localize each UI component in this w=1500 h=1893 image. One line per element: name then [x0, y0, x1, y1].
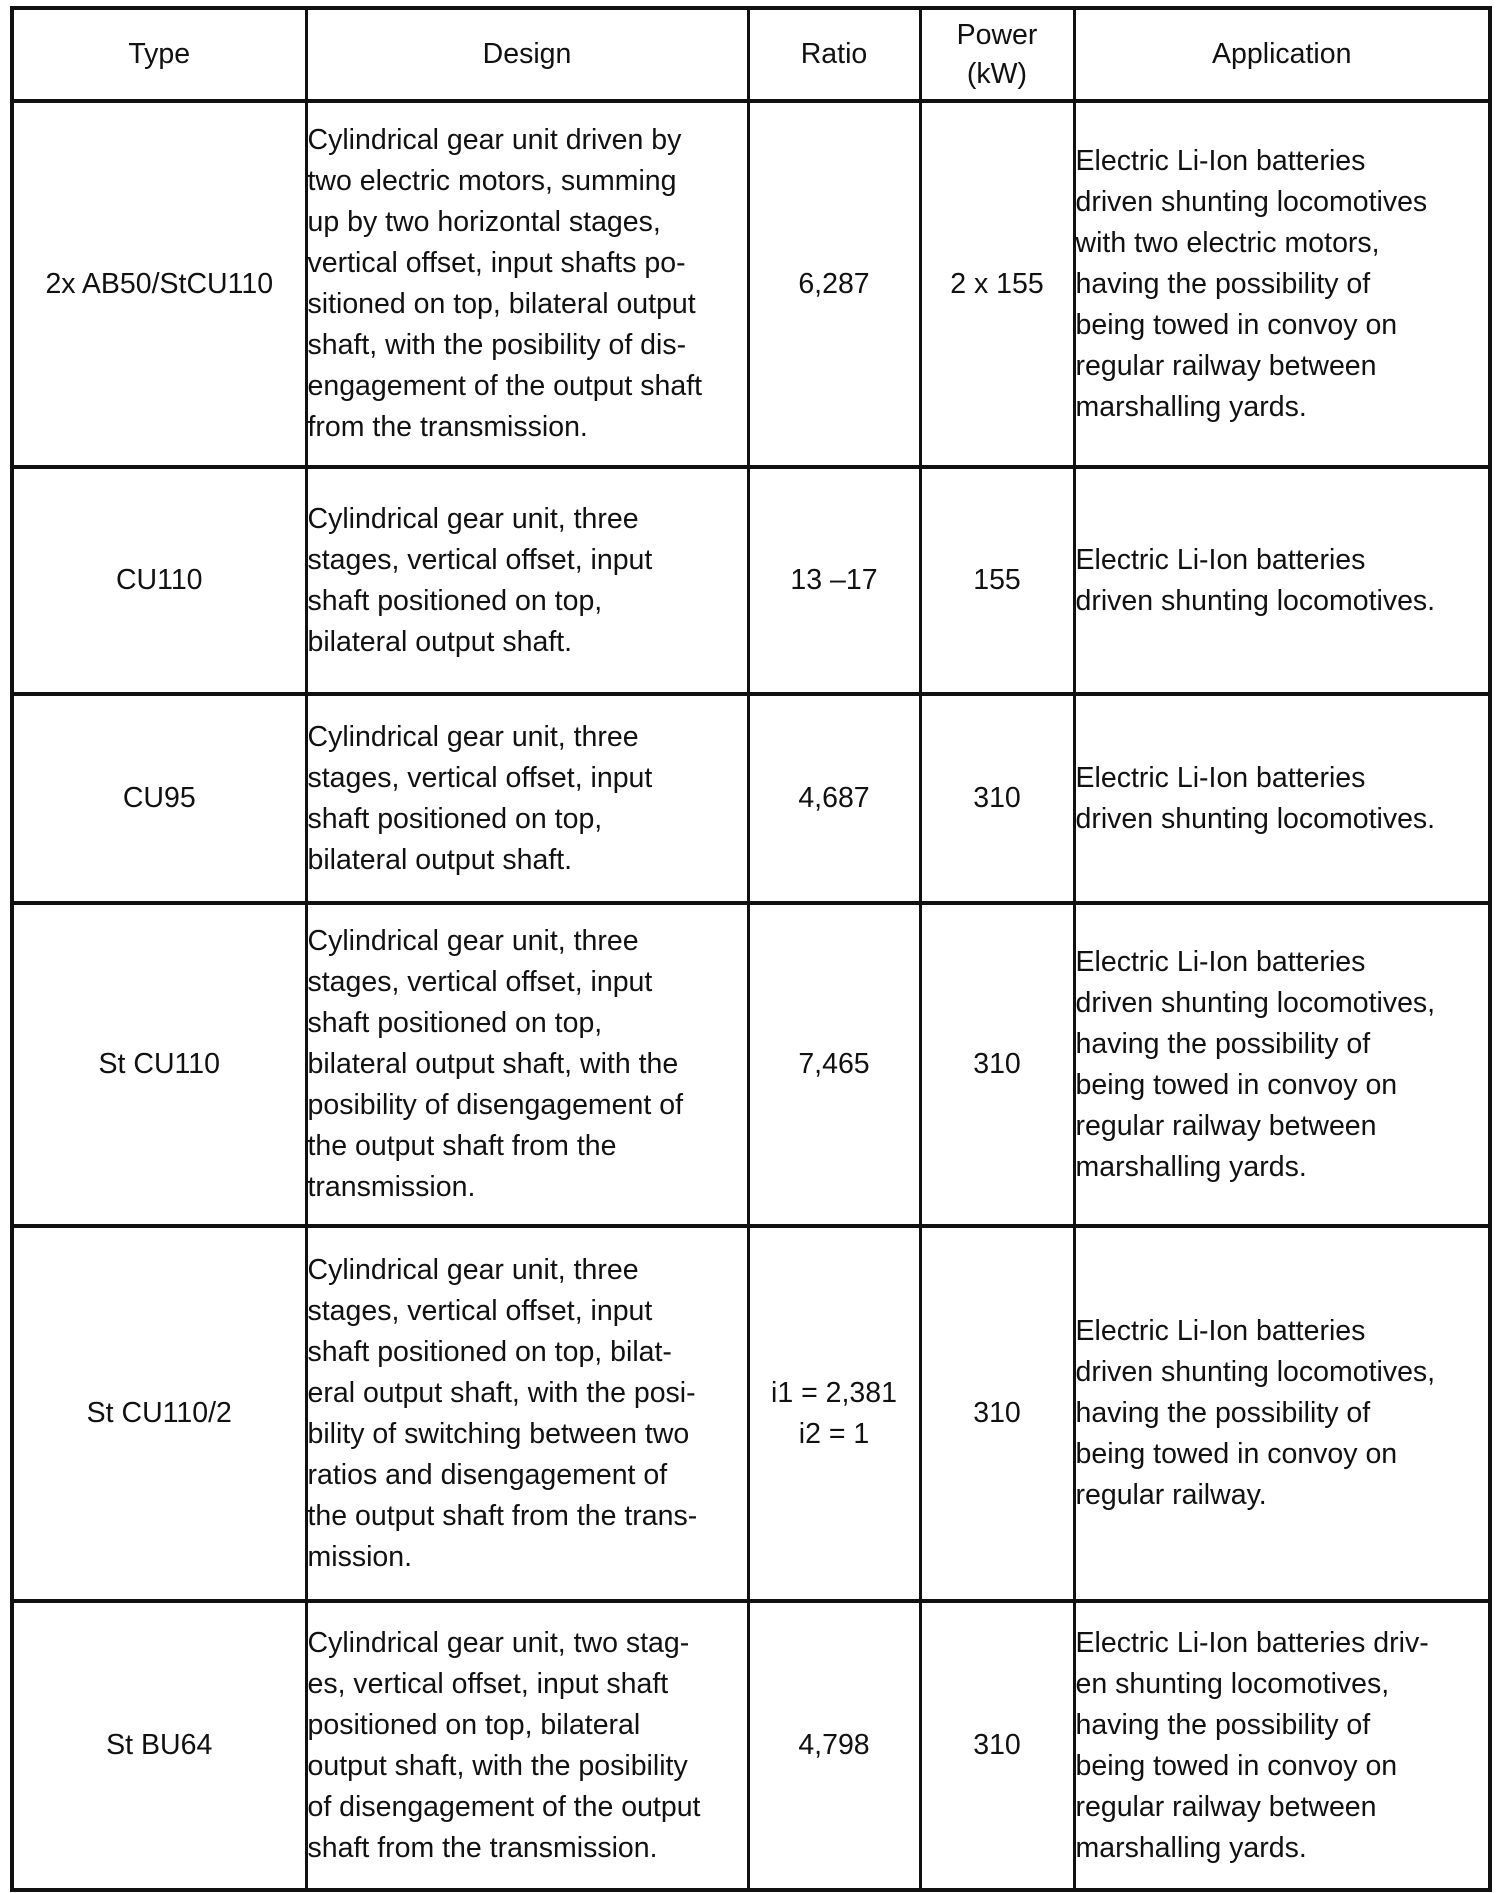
cell-design: Cylindrical gear unit, three stages, vertical offset, input shaft positioned on top, bilateral output shaft. — [306, 694, 748, 903]
cell-design: Cylindrical gear unit, three stages, vertical offset, input shaft positioned on top, bilateral output shaft, with the posibility of disengagement of the output shaft from the transmission. — [306, 903, 748, 1226]
cell-ratio: 13 –17 — [748, 467, 920, 694]
header-power: Power (kW) — [920, 8, 1074, 101]
cell-design: Cylindrical gear unit, three stages, vertical offset, input shaft positioned on top, bilateral output shaft. — [306, 467, 748, 694]
table-row — [12, 467, 1490, 694]
header-application: Application — [1074, 8, 1490, 101]
table-row — [12, 1226, 1490, 1601]
cell-type: St BU64 — [12, 1601, 306, 1890]
cell-power: 155 — [920, 467, 1074, 694]
cell-ratio: 4,798 — [748, 1601, 920, 1890]
cell-ratio: 4,687 — [748, 694, 920, 903]
cell-power: 310 — [920, 903, 1074, 1226]
table-row — [12, 903, 1490, 1226]
cell-power: 2 x 155 — [920, 101, 1074, 467]
cell-type: CU110 — [12, 467, 306, 694]
cell-design: Cylindrical gear unit, two stag- es, vertical offset, input shaft positioned on top, bilateral output shaft, with the posibility of disengagement of the output shaft from the transmission. — [306, 1601, 748, 1890]
cell-design: Cylindrical gear unit, three stages, vertical offset, input shaft positioned on top, bilat- eral output shaft, with the posi- bility of switching between two ratios and disengagement of the output shaft from the trans- mission. — [306, 1226, 748, 1601]
cell-type: CU95 — [12, 694, 306, 903]
cell-power: 310 — [920, 1601, 1074, 1890]
cell-power: 310 — [920, 1226, 1074, 1601]
table-row — [12, 694, 1490, 903]
cell-power: 310 — [920, 694, 1074, 903]
cell-ratio: i1 = 2,381 i2 = 1 — [748, 1226, 920, 1601]
cell-application: Electric Li-Ion batteries driven shunting locomotives. — [1074, 694, 1490, 903]
cell-type: St CU110 — [12, 903, 306, 1226]
table-row — [12, 1601, 1490, 1890]
cell-design: Cylindrical gear unit driven by two electric motors, summing up by two horizontal stages, vertical offset, input shafts po- sitioned on top, bilateral output shaft, with the posibility of dis- engagement of the output shaft from the transmission. — [306, 101, 748, 467]
table-row — [12, 101, 1490, 467]
cell-ratio: 6,287 — [748, 101, 920, 467]
cell-type: 2x AB50/StCU110 — [12, 101, 306, 467]
header-type: Type — [12, 8, 306, 101]
header-ratio: Ratio — [748, 8, 920, 101]
cell-application: Electric Li-Ion batteries driven shunting locomotives. — [1074, 467, 1490, 694]
cell-application: Electric Li-Ion batteries driv- en shunting locomotives, having the possibility of being towed in convoy on regular railway between marshalling yards. — [1074, 1601, 1490, 1890]
header-design: Design — [306, 8, 748, 101]
cell-type: St CU110/2 — [12, 1226, 306, 1601]
cell-application: Electric Li-Ion batteries driven shunting locomotives with two electric motors, having the possibility of being towed in convoy on regular railway between marshalling yards. — [1074, 101, 1490, 467]
header-row — [12, 8, 1490, 101]
gear-unit-spec-table — [10, 6, 1492, 1892]
cell-application: Electric Li-Ion batteries driven shunting locomotives, having the possibility of being towed in convoy on regular railway. — [1074, 1226, 1490, 1601]
cell-ratio: 7,465 — [748, 903, 920, 1226]
cell-application: Electric Li-Ion batteries driven shunting locomotives, having the possibility of being towed in convoy on regular railway between marshalling yards. — [1074, 903, 1490, 1226]
